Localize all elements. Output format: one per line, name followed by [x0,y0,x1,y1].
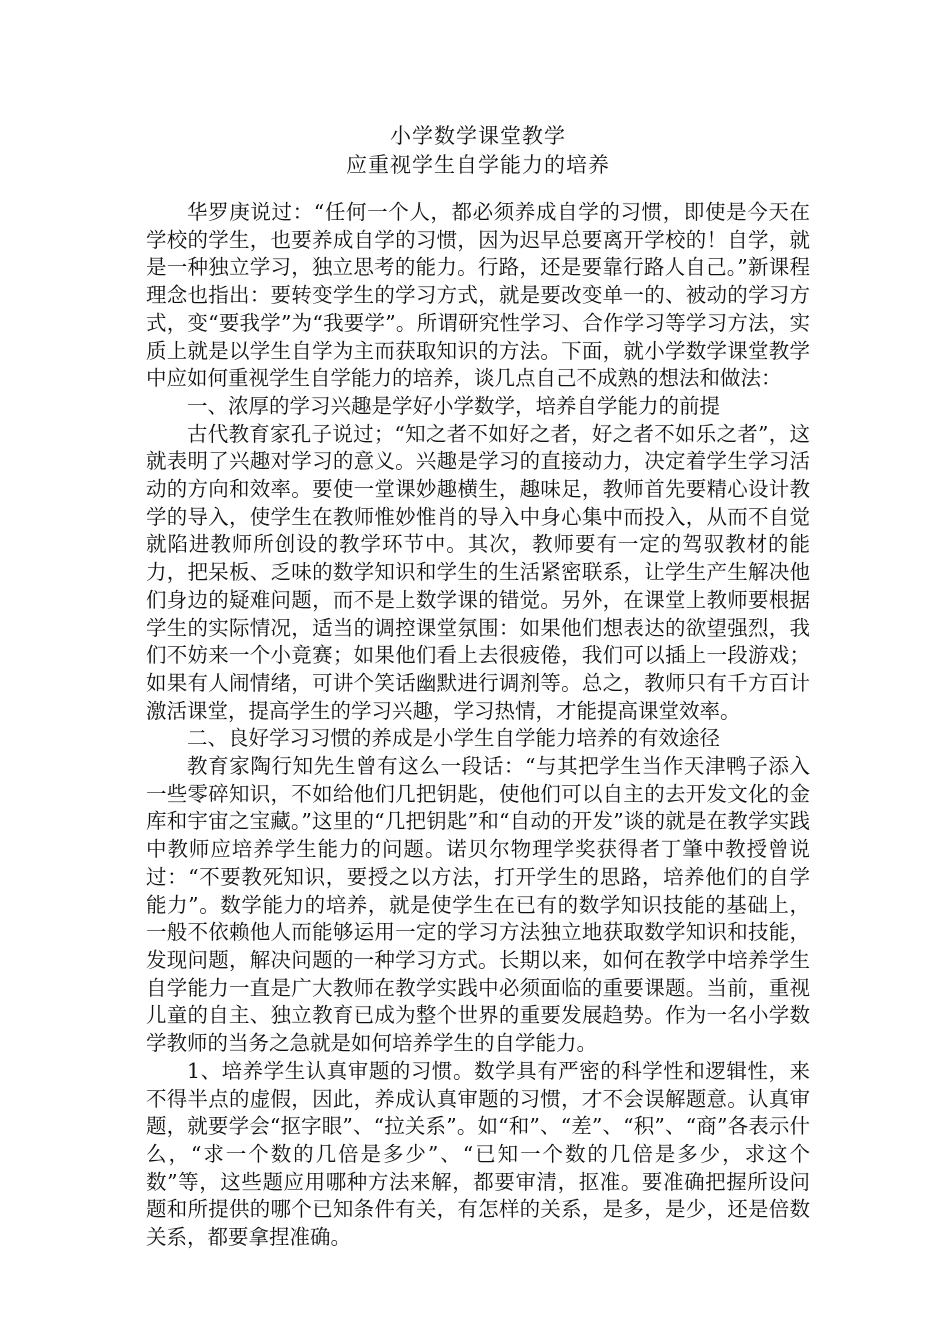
paragraph-interest: 古代教育家孔子说过；“知之者不如好之者，好之者不如乐之者”，这就表明了兴趣对学习的意义。兴趣是学习的直接动力，决定着学生学习活动的方向和效率。要使一堂课妙趣横生，趣味足，教师首先要精心设计教学的导入，使学生在教师惟妙惟肖的导入中身心集中而投入，从而不自觉就陷进教师所创设的教学环节中。其次，教师要有一定的驾驭教材的能力，把呆板、乏味的数学知识和学生的生活紧密联系，让学生产生解决他们身边的疑难问题，而不是上数学课的错觉。另外，在课堂上教师要根据学生的实际情况，适当的调控课堂氛围：如果他们想表达的欲望强烈，我们不妨来一个小竟赛；如果他们看上去很疲倦，我们可以插上一段游戏；如果有人闹情绪，可讲个笑话幽默进行调剂等。总之，教师只有千方百计激活课堂，提高学生的学习兴趣，学习热情，才能提高课堂效率。 [146,421,810,723]
document-body [146,199,810,1252]
document-title [146,122,810,180]
section-heading-2: 二、良好学习习惯的养成是小学生自学能力培养的有效途径 [187,726,720,751]
paragraph-review-habit: 1、培养学生认真审题的习惯。数学具有严密的科学性和逻辑性，来不得半点的虚假，因此，养成认真审题的习惯，才不会误解题意。认真审题，就要学会“抠字眼”、“拉关系”。如“和”、“差”、“积”、“商”各表示什么，“求一个数的几倍是多少”、“已知一个数的几倍是多少，求这个数”等，这些题应用哪种方法来解，都要审清，抠准。要准确把握所设问题和所提供的哪个已知条件有关，有怎样的关系，是多，是少，还是倍数关系，都要拿捏准确。 [146,1058,810,1250]
document-page [146,122,810,1252]
title-line-2: 应重视学生自学能力的培养 [346,153,610,177]
title-line-1: 小学数学课堂教学 [390,124,566,148]
section-heading-1: 一、浓厚的学习兴趣是学好小学数学，培养自学能力的前提 [187,393,720,418]
paragraph-intro: 华罗庚说过：“任何一个人，都必须养成自学的习惯，即使是今天在学校的学生，也要养成自学的习惯，因为迟早总要离开学校的！自学，就是一种独立学习，独立思考的能力。行路，还是要靠行路人自己。”新课程理念也指出：要转变学生的学习方式，就是要改变单一的、被动的学习方式，变“要我学”为“我要学”。所谓研究性学习、合作学习等学习方法，实质上就是以学生自学为主而获取知识的方法。下面，就小学数学课堂教学中应如何重视学生自学能力的培养，谈几点自己不成熟的想法和做法： [146,200,810,391]
paragraph-habits: 教育家陶行知先生曾有这么一段话：“与其把学生当作天津鸭子添入一些零碎知识，不如给他们几把钥匙，使他们可以自主的去开发文化的金库和宇宙之宝藏。”这里的“几把钥匙”和“自动的开发”谈的就是在教学实践中教师应培养学生能力的问题。诺贝尔物理学奖获得者丁肇中教授曾说过：“不要教死知识，要授之以方法，打开学生的思路，培养他们的自学能力”。数学能力的培养，就是使学生在已有的数学知识技能的基础上，一般不依赖他人而能够运用一定的学习方法独立地获取数学知识和技能，发现问题，解决问题的一种学习方式。长期以来，如何在教学中培养学生自学能力一直是广大教师在教学实践中必须面临的重要课题。当前，重视儿童的自主、独立教育已成为整个世界的重要发展趋势。作为一名小学数学教师的当务之急就是如何培养学生的自学能力。 [146,754,810,1056]
